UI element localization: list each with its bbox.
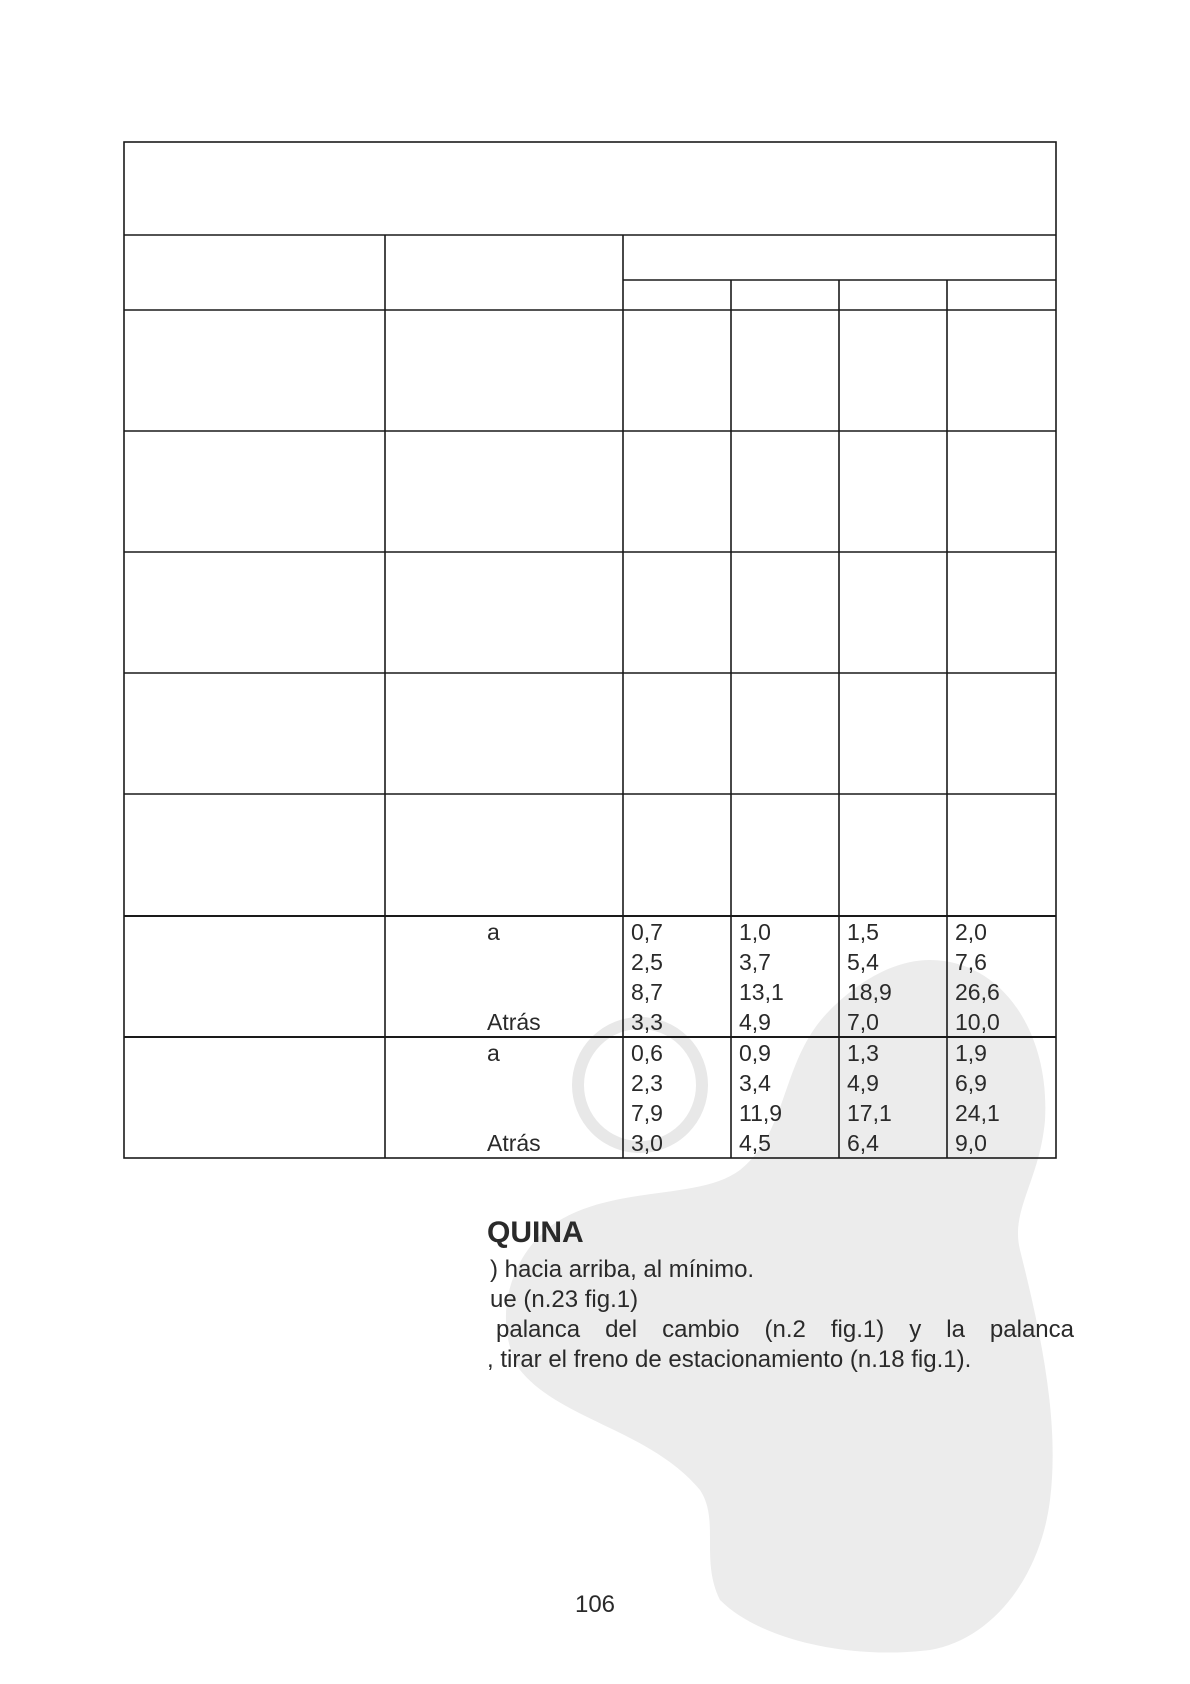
table-b-cell: 6,9 xyxy=(955,1070,987,1096)
page-number: 106 xyxy=(574,1591,616,1618)
table-a-cell: 2,0 xyxy=(955,919,987,945)
table-a-cell: 2,5 xyxy=(631,949,663,975)
table-b-cell: 3,0 xyxy=(631,1130,663,1156)
body-line-4: , tirar el freno de estacionamiento (n.18 fig.1). xyxy=(487,1346,972,1373)
table-b-cell: 4,5 xyxy=(739,1130,771,1156)
table-b-cell: 17,1 xyxy=(847,1100,892,1126)
body-line-1: ) hacia arriba, al mínimo. xyxy=(490,1256,755,1283)
table-a-cell: 13,1 xyxy=(739,979,784,1005)
table-b-row-label-4: Atrás xyxy=(487,1130,541,1156)
table-a-cell: 8,7 xyxy=(631,979,663,1005)
table-b-cell: 24,1 xyxy=(955,1100,1000,1126)
table-b-cell: 1,3 xyxy=(847,1040,879,1066)
table-b-cell: 1,9 xyxy=(955,1040,987,1066)
table-b-cell: 6,4 xyxy=(847,1130,879,1156)
table-a-cell: 7,0 xyxy=(847,1009,879,1035)
body-line-3: palanca del cambio (n.2 fig.1) y la palanca xyxy=(496,1316,1074,1343)
table-b-cell: 2,3 xyxy=(631,1070,663,1096)
table-a-cell: 5,4 xyxy=(847,949,879,975)
table-a-cell: 26,6 xyxy=(955,979,1000,1005)
section-title: QUINA xyxy=(487,1216,584,1249)
table-a-cell: 4,9 xyxy=(739,1009,771,1035)
table-a-cell: 18,9 xyxy=(847,979,892,1005)
table-b-row-label-1: a xyxy=(487,1040,500,1066)
table-b-cell: 9,0 xyxy=(955,1130,987,1156)
table-a-cell: 1,5 xyxy=(847,919,879,945)
table-b-cell: 0,9 xyxy=(739,1040,771,1066)
table-a-cell: 0,7 xyxy=(631,919,663,945)
table-a-cell: 10,0 xyxy=(955,1009,1000,1035)
table-b-cell: 3,4 xyxy=(739,1070,771,1096)
table-b-cell: 11,9 xyxy=(739,1100,783,1126)
table-b-cell: 7,9 xyxy=(631,1100,663,1126)
body-line-2: ue (n.23 fig.1) xyxy=(490,1286,639,1313)
table-a-row-label-4: Atrás xyxy=(487,1009,541,1035)
table-a-row-label-1: a xyxy=(487,919,500,945)
table-b-cell: 4,9 xyxy=(847,1070,879,1096)
table-a-cell: 3,3 xyxy=(631,1009,663,1035)
table-a-cell: 3,7 xyxy=(739,949,771,975)
table-a-cell: 7,6 xyxy=(955,949,987,975)
table-b-cell: 0,6 xyxy=(631,1040,663,1066)
table-a-cell: 1,0 xyxy=(739,919,771,945)
